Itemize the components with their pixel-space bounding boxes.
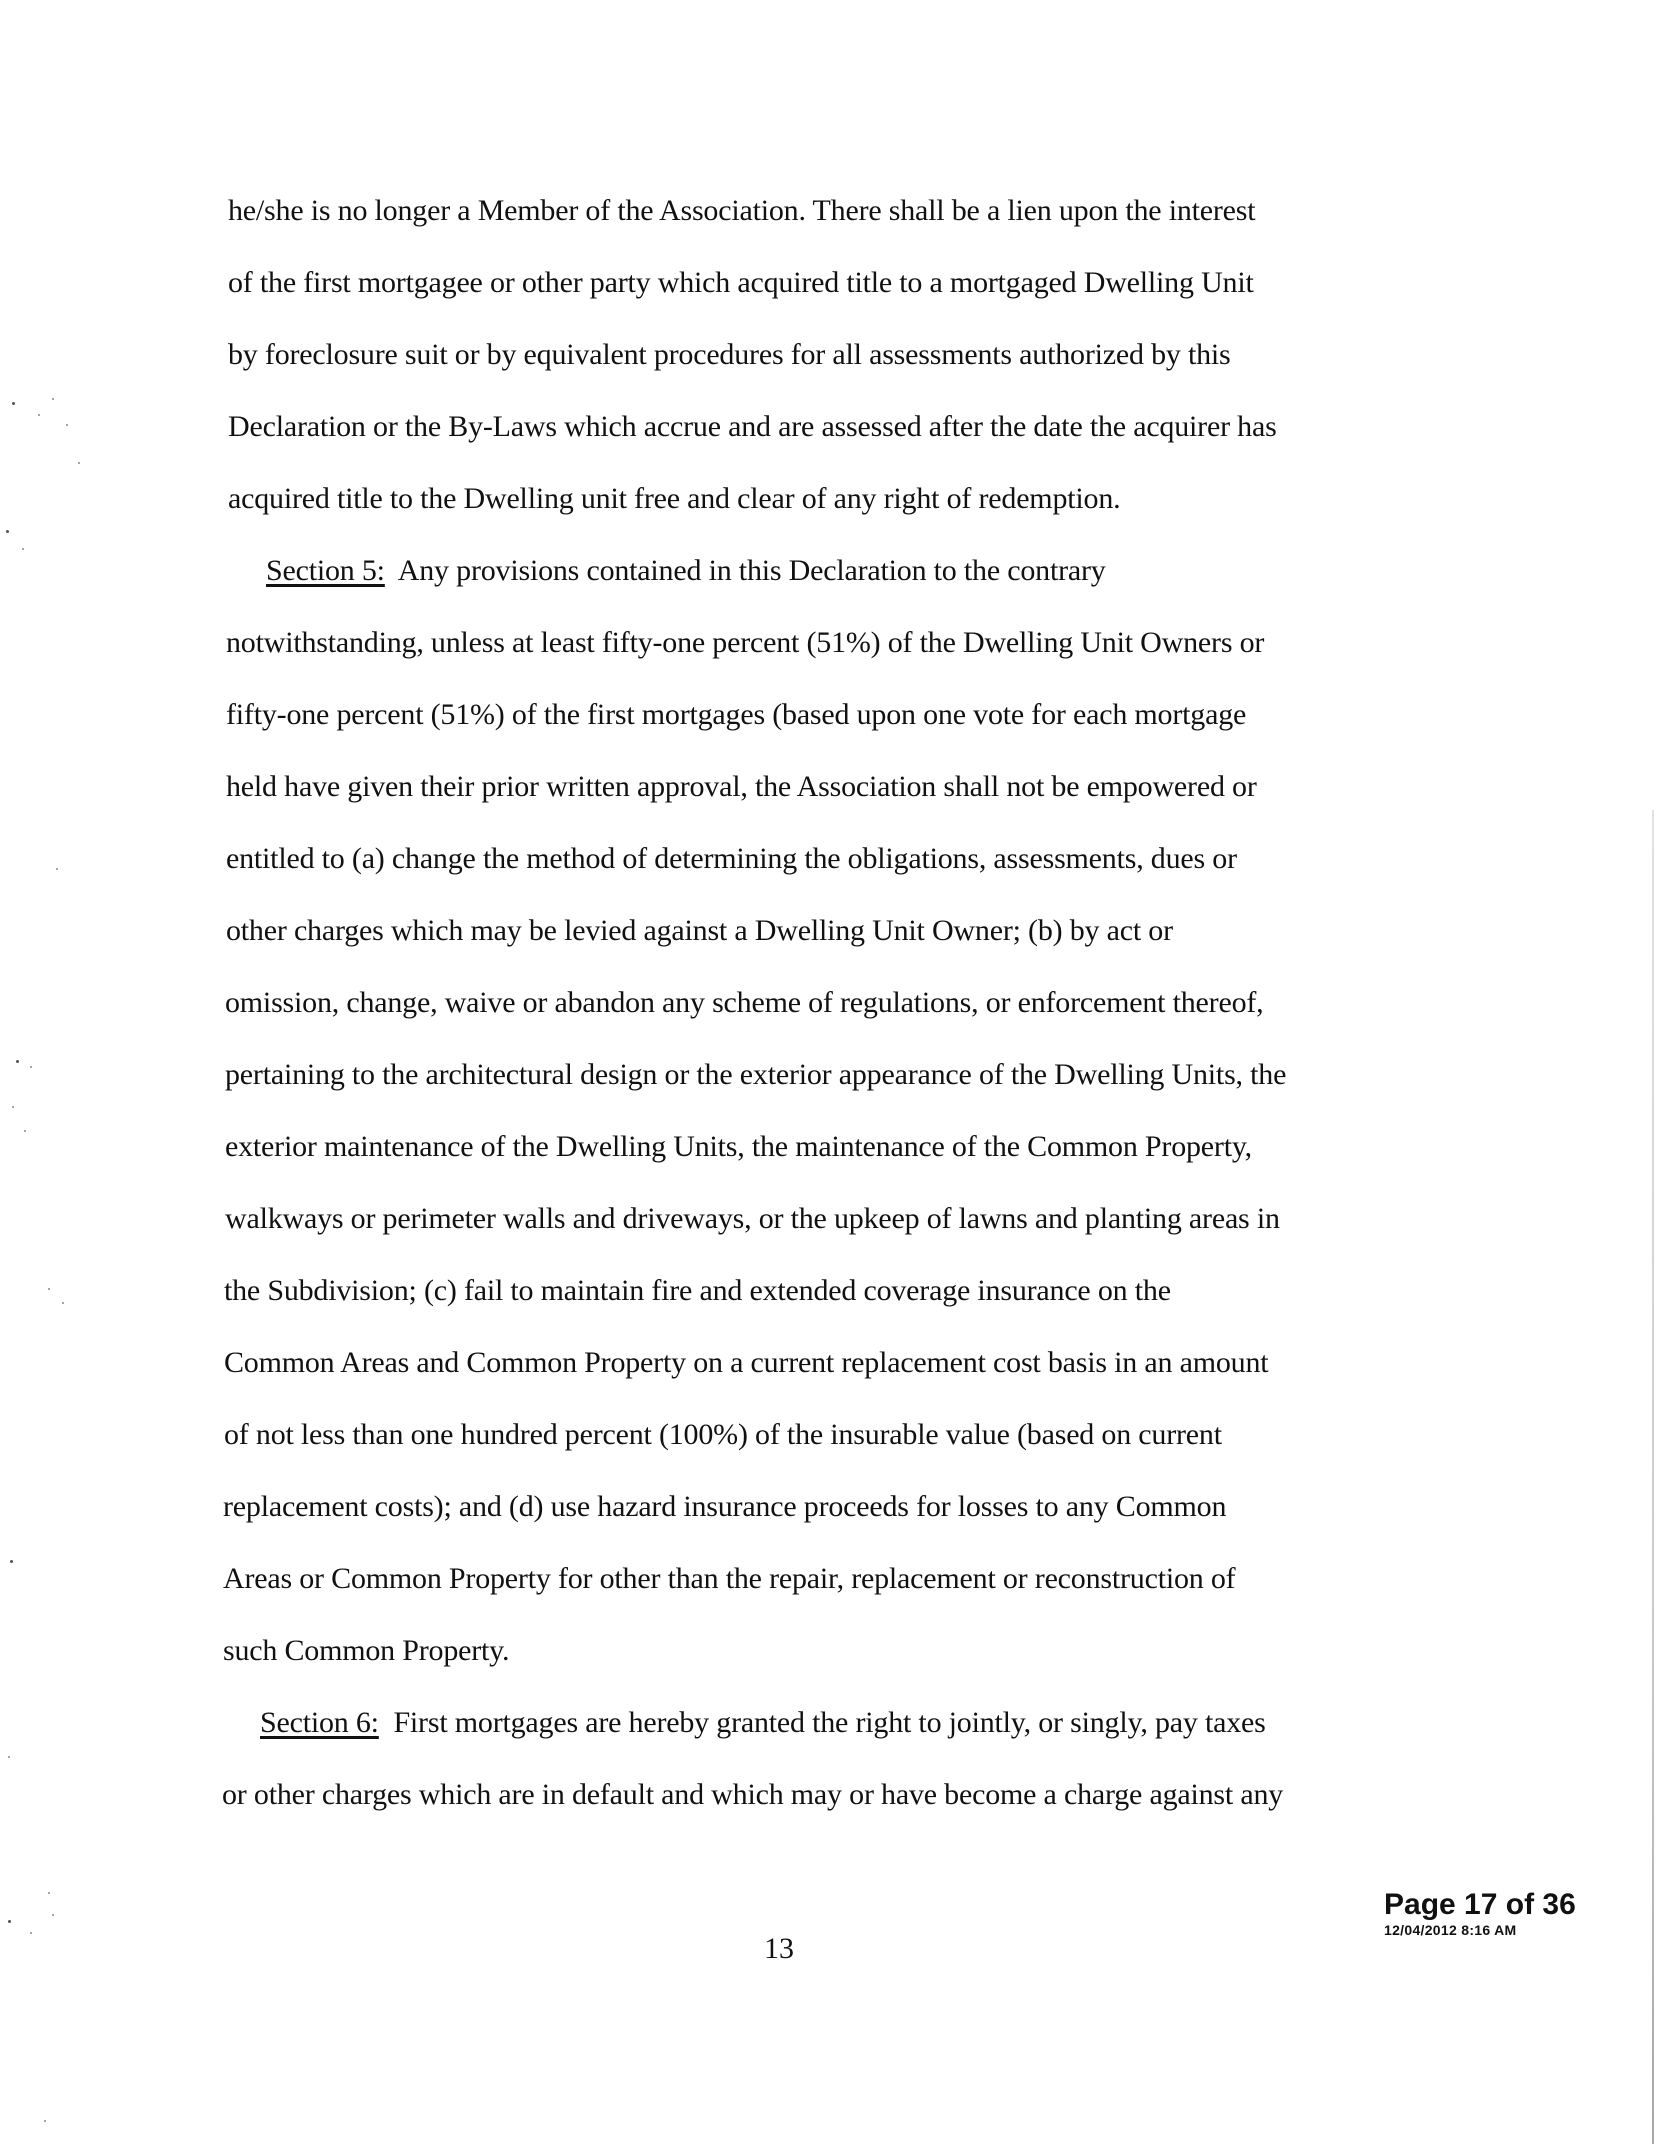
section-6-heading: Section 6:: [260, 1706, 379, 1739]
text-line-11: other charges which may be levied against a Dwelling Unit Owner; (b) by act or: [226, 914, 1173, 947]
text-line-9: held have given their prior written approval, the Association shall not be empowered or: [226, 770, 1257, 803]
text-line-22: First mortgages are hereby granted the right to jointly, or singly, pay taxes: [393, 1706, 1266, 1739]
text-line-3: by foreclosure suit or by equivalent procedures for all assessments authorized by this: [228, 338, 1231, 371]
text-line-15: walkways or perimeter walls and driveways, or the upkeep of lawns and planting areas in: [225, 1202, 1280, 1235]
text-line-18: of not less than one hundred percent (100%) of the insurable value (based on current: [224, 1418, 1222, 1451]
text-line-10: entitled to (a) change the method of determining the obligations, assessments, dues or: [226, 842, 1237, 875]
text-line-20: Areas or Common Property for other than the repair, replacement or reconstruction of: [223, 1562, 1236, 1595]
text-line-21: such Common Property.: [223, 1634, 510, 1667]
text-line-16: the Subdivision; (c) fail to maintain fire and extended coverage insurance on the: [224, 1274, 1171, 1307]
text-line-1: he/she is no longer a Member of the Association. There shall be a lien upon the interest: [228, 194, 1256, 227]
text-line-6: Any provisions contained in this Declaration to the contrary: [397, 554, 1106, 587]
stamp-timestamp: 12/04/2012 8:16 AM: [1384, 1922, 1517, 1938]
text-line-14: exterior maintenance of the Dwelling Units, the maintenance of the Common Property,: [225, 1130, 1252, 1163]
text-line-12: omission, change, waive or abandon any scheme of regulations, or enforcement thereof,: [225, 986, 1264, 1019]
section-5-paragraph-start: [266, 553, 1106, 589]
text-line-23: or other charges which are in default and which may or have become a charge against any: [222, 1778, 1284, 1811]
text-line-8: fifty-one percent (51%) of the first mortgages (based upon one vote for each mortgage: [226, 698, 1247, 731]
section-5-heading: Section 5:: [266, 554, 385, 587]
text-line-13: pertaining to the architectural design or the exterior appearance of the Dwelling Units, the: [225, 1058, 1287, 1091]
text-line-2: of the first mortgagee or other party which acquired title to a mortgaged Dwelling Unit: [228, 266, 1254, 299]
section-6-paragraph-start: [260, 1705, 1266, 1741]
page-number: 13: [764, 1932, 794, 1965]
text-line-19: replacement costs); and (d) use hazard insurance proceeds for losses to any Common: [223, 1490, 1227, 1523]
text-line-17: Common Areas and Common Property on a current replacement cost basis in an amount: [224, 1346, 1269, 1379]
text-line-5: acquired title to the Dwelling unit free and clear of any right of redemption.: [228, 482, 1121, 515]
text-line-4: Declaration or the By-Laws which accrue and are assessed after the date the acquirer has: [228, 410, 1277, 443]
stamp-page-count: Page 17 of 36: [1384, 1888, 1576, 1921]
scan-edge-shadow: [1652, 810, 1654, 2144]
text-line-7: notwithstanding, unless at least fifty-one percent (51%) of the Dwelling Unit Owners or: [226, 626, 1265, 659]
recording-stamp: [1384, 1888, 1576, 1938]
